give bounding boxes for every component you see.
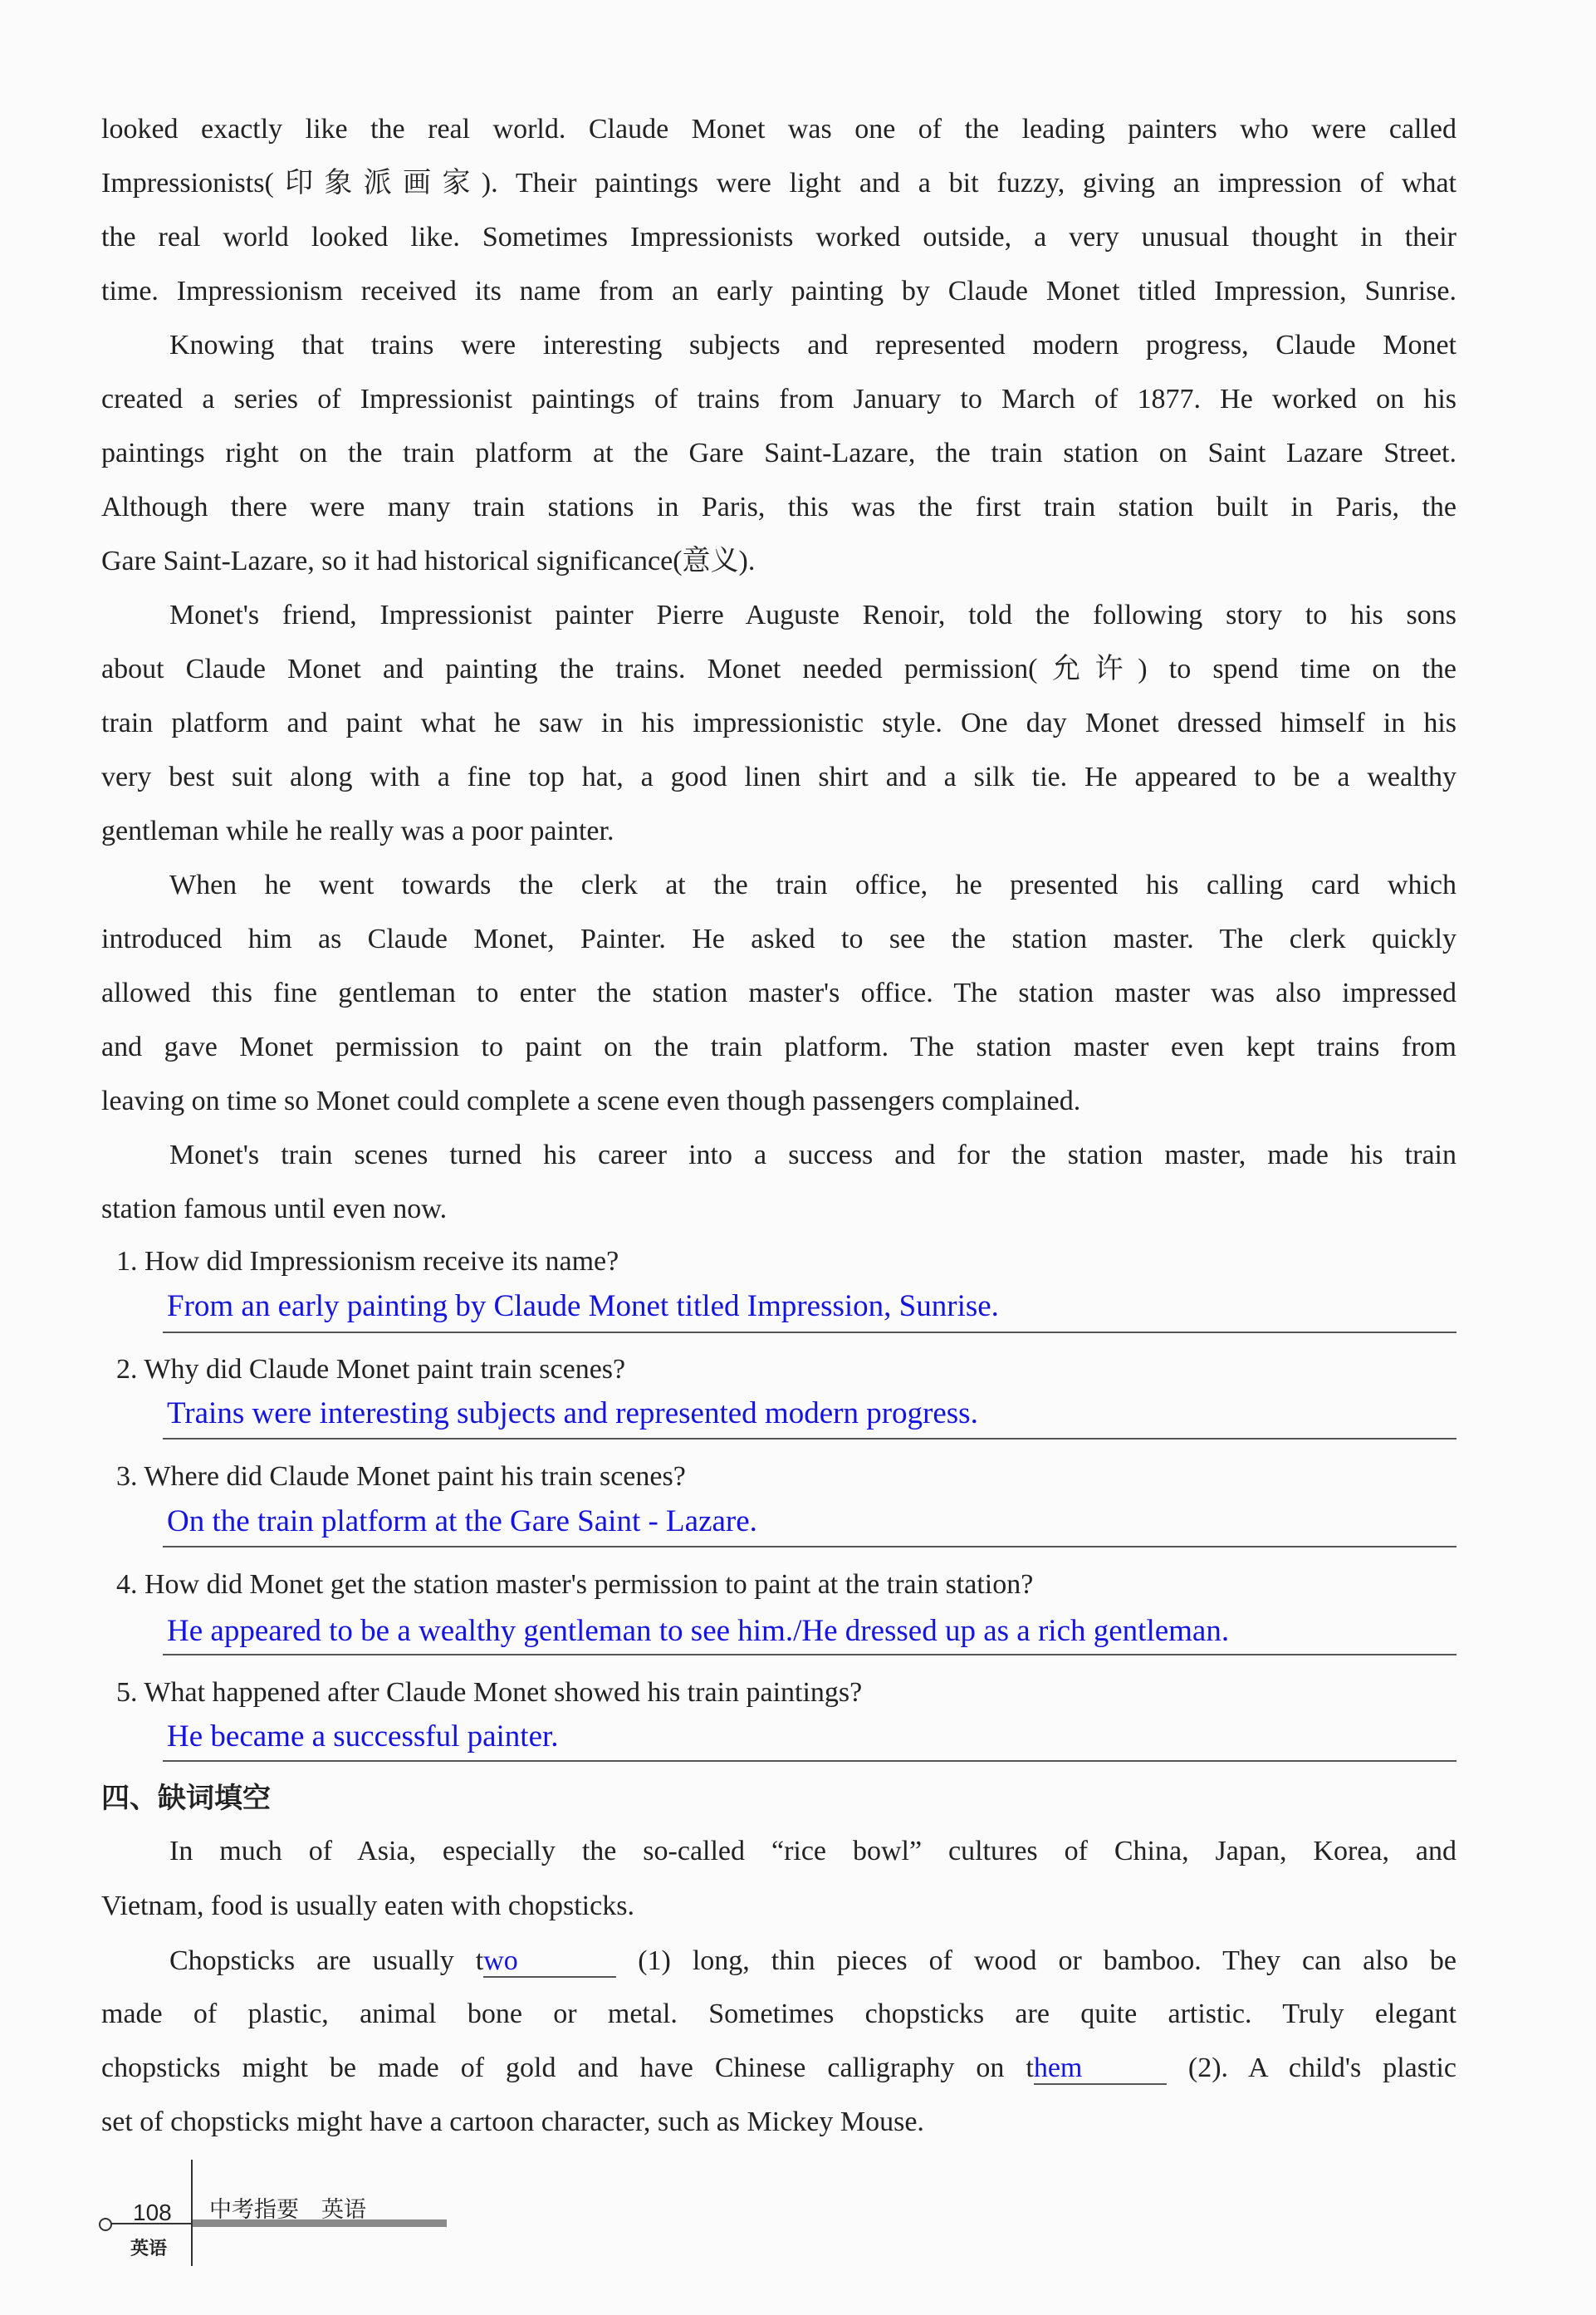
cloze-text: chopsticks might be made of gold and have Chinese calligraphy on t [101,2053,1034,2083]
passage-line: the real world looked like. Sometimes Impressionists worked outside, a very unusual thought in their [101,222,1456,253]
passage-line: Gare Saint-Lazare, so it had historical significance(意义). [101,546,756,576]
answer-line [163,1760,1456,1762]
answer-4: He appeared to be a wealthy gentleman to see him./He dressed up as a rich gentleman. [167,1614,1230,1648]
passage-line: time. Impressionism received its name from an early painting by Claude Monet titled Impression, Sunrise. [101,276,1456,307]
answer-1: From an early painting by Claude Monet titled Impression, Sunrise. [167,1289,999,1323]
page-number: 108 [133,2200,172,2225]
passage-line: gentleman while he really was a poor painter. [101,816,614,846]
passage-line: Impressionists(印象派画家). Their paintings were light and a bit fuzzy, giving an impression of what [101,168,1456,199]
passage-line: made of plastic, animal bone or metal. Sometimes chopsticks are quite artistic. Truly elegant [101,1999,1456,2029]
question-5: 5. What happened after Claude Monet showed his train paintings? [116,1677,863,1708]
answer-line [163,1332,1456,1333]
passage-line: set of chopsticks might have a cartoon character, such as Mickey Mouse. [101,2107,924,2137]
answer-5: He became a successful painter. [167,1719,559,1753]
footer-divider [191,2160,193,2266]
passage-line: leaving on time so Monet could complete a scene even though passengers complained. [101,1086,1081,1116]
passage-line: Vietnam, food is usually eaten with chopsticks. [101,1891,634,1921]
passage-line: looked exactly like the real world. Claude Monet was one of the leading painters who were called [101,114,1456,145]
footer-circle-icon [99,2218,112,2231]
passage-line: Monet's train scenes turned his career into a success and for the station master, made his train [169,1140,1456,1170]
cloze-line [101,2052,1456,2085]
passage-line: and gave Monet permission to paint on the train platform. The station master even kept trains from [101,1032,1456,1062]
answer-line [163,1654,1456,1655]
cloze-blank-2[interactable]: hem [1034,2053,1167,2085]
question-2: 2. Why did Claude Monet paint train scenes? [116,1354,626,1385]
footer-subject: 英语 [130,2239,168,2259]
passage-line: When he went towards the clerk at the train office, he presented his calling card which [169,870,1456,900]
question-3: 3. Where did Claude Monet paint his train scenes? [116,1461,686,1492]
cloze-text: Chopsticks are usually t [169,1945,484,1976]
passage-line: In much of Asia, especially the so-called “rice bowl” cultures of China, Japan, Korea, and [169,1836,1456,1866]
passage-line: introduced him as Claude Monet, Painter. He asked to see the station master. The clerk quickly [101,924,1456,954]
cloze-text: (2). A child's plastic [1187,2053,1456,2083]
section-heading: 四、缺词填空 [101,1782,271,1815]
passage-line: station famous until even now. [101,1194,448,1224]
cloze-text: (1) long, thin pieces of wood or bamboo. They can also be [638,1945,1456,1976]
passage-line: Knowing that trains were interesting subjects and represented modern progress, Claude Monet [169,330,1456,360]
cloze-line [169,1945,1456,1978]
passage-line: Although there were many train stations in Paris, this was the first train station built in Paris, the [101,492,1456,522]
answer-line [163,1438,1456,1440]
cloze-blank-1[interactable]: wo [483,1946,616,1978]
answer-line [163,1546,1456,1547]
passage-line: train platform and paint what he saw in his impressionistic style. One day Monet dressed himself in his [101,708,1456,738]
book-title: 中考指要 英语 [209,2197,366,2223]
passage-line: very best suit along with a fine top hat, a good linen shirt and a silk tie. He appeared to be a wealthy [101,762,1456,792]
question-1: 1. How did Impressionism receive its name? [116,1246,619,1277]
passage-line: created a series of Impressionist paintings of trains from January to March of 1877. He worked on his [101,384,1456,414]
passage-line: about Claude Monet and painting the trains. Monet needed permission(允许) to spend time on the [101,654,1456,684]
passage-line: Monet's friend, Impressionist painter Pierre Auguste Renoir, told the following story to his sons [169,600,1456,630]
answer-3: On the train platform at the Gare Saint - Lazare. [167,1504,757,1538]
answer-2: Trains were interesting subjects and represented modern progress. [167,1396,978,1430]
passage-line: allowed this fine gentleman to enter the station master's office. The station master was also impressed [101,978,1456,1008]
passage-line: paintings right on the train platform at the Gare Saint-Lazare, the train station on Saint Lazare Street. [101,438,1456,468]
question-4: 4. How did Monet get the station master's permission to paint at the train station? [116,1569,1034,1600]
